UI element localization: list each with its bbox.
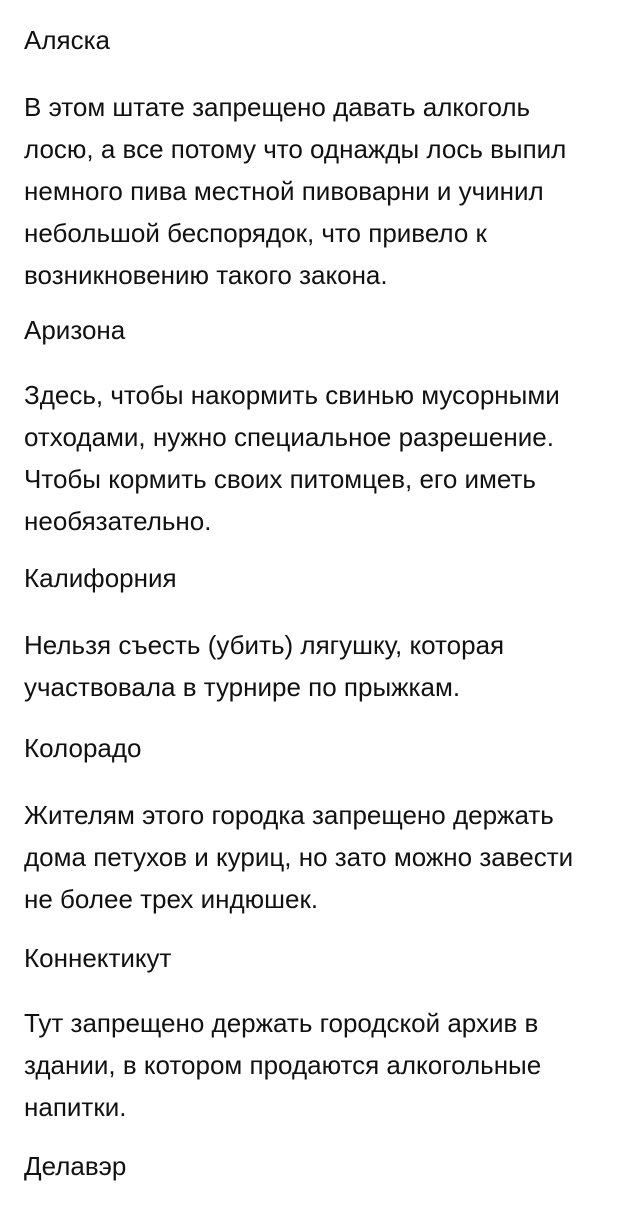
law-text-colorado xyxy=(24,794,624,920)
text-line: лосю, а все потому что однажды лось выпил xyxy=(24,134,567,164)
text-line: дома петухов и куриц, но зато можно завести xyxy=(24,842,574,872)
law-text-alaska xyxy=(24,86,624,296)
text-line: здании, в котором продаются алкогольные xyxy=(24,1050,542,1080)
state-heading-connecticut: Коннектикут xyxy=(24,943,172,973)
law-text-connecticut xyxy=(24,1002,624,1128)
text-line: Тут запрещено держать городской архив в xyxy=(24,1008,539,1038)
state-heading-alaska: Аляска xyxy=(24,25,110,55)
text-line: отходами, нужно специальное разрешение. xyxy=(24,422,554,452)
text-line: напитки. xyxy=(24,1092,127,1122)
text-line: не более трех индюшек. xyxy=(24,884,319,914)
text-line: Здесь, чтобы накормить свинью мусорными xyxy=(24,380,560,410)
text-line: Чтобы кормить своих питомцев, его иметь xyxy=(24,464,536,494)
text-line: В этом штате запрещено давать алкоголь xyxy=(24,92,531,122)
text-line: Жителям этого городка запрещено держать xyxy=(24,800,554,830)
text-line: небольшой беспорядок, что привело к xyxy=(24,218,487,248)
text-line: возникновению такого закона. xyxy=(24,260,388,290)
text-line: участвовала в турнире по прыжкам. xyxy=(24,672,461,702)
law-text-california xyxy=(24,624,624,708)
law-text-arizona xyxy=(24,374,624,542)
text-line: Нельзя съесть (убить) лягушку, которая xyxy=(24,630,505,660)
text-line: немного пива местной пивоварни и учинил xyxy=(24,176,544,206)
state-heading-arizona: Аризона xyxy=(24,315,126,345)
state-heading-delaware: Делавэр xyxy=(24,1151,127,1181)
state-heading-california: Калифорния xyxy=(24,563,177,593)
text-line: необязательно. xyxy=(24,506,212,536)
state-heading-colorado: Колорадо xyxy=(24,733,142,763)
